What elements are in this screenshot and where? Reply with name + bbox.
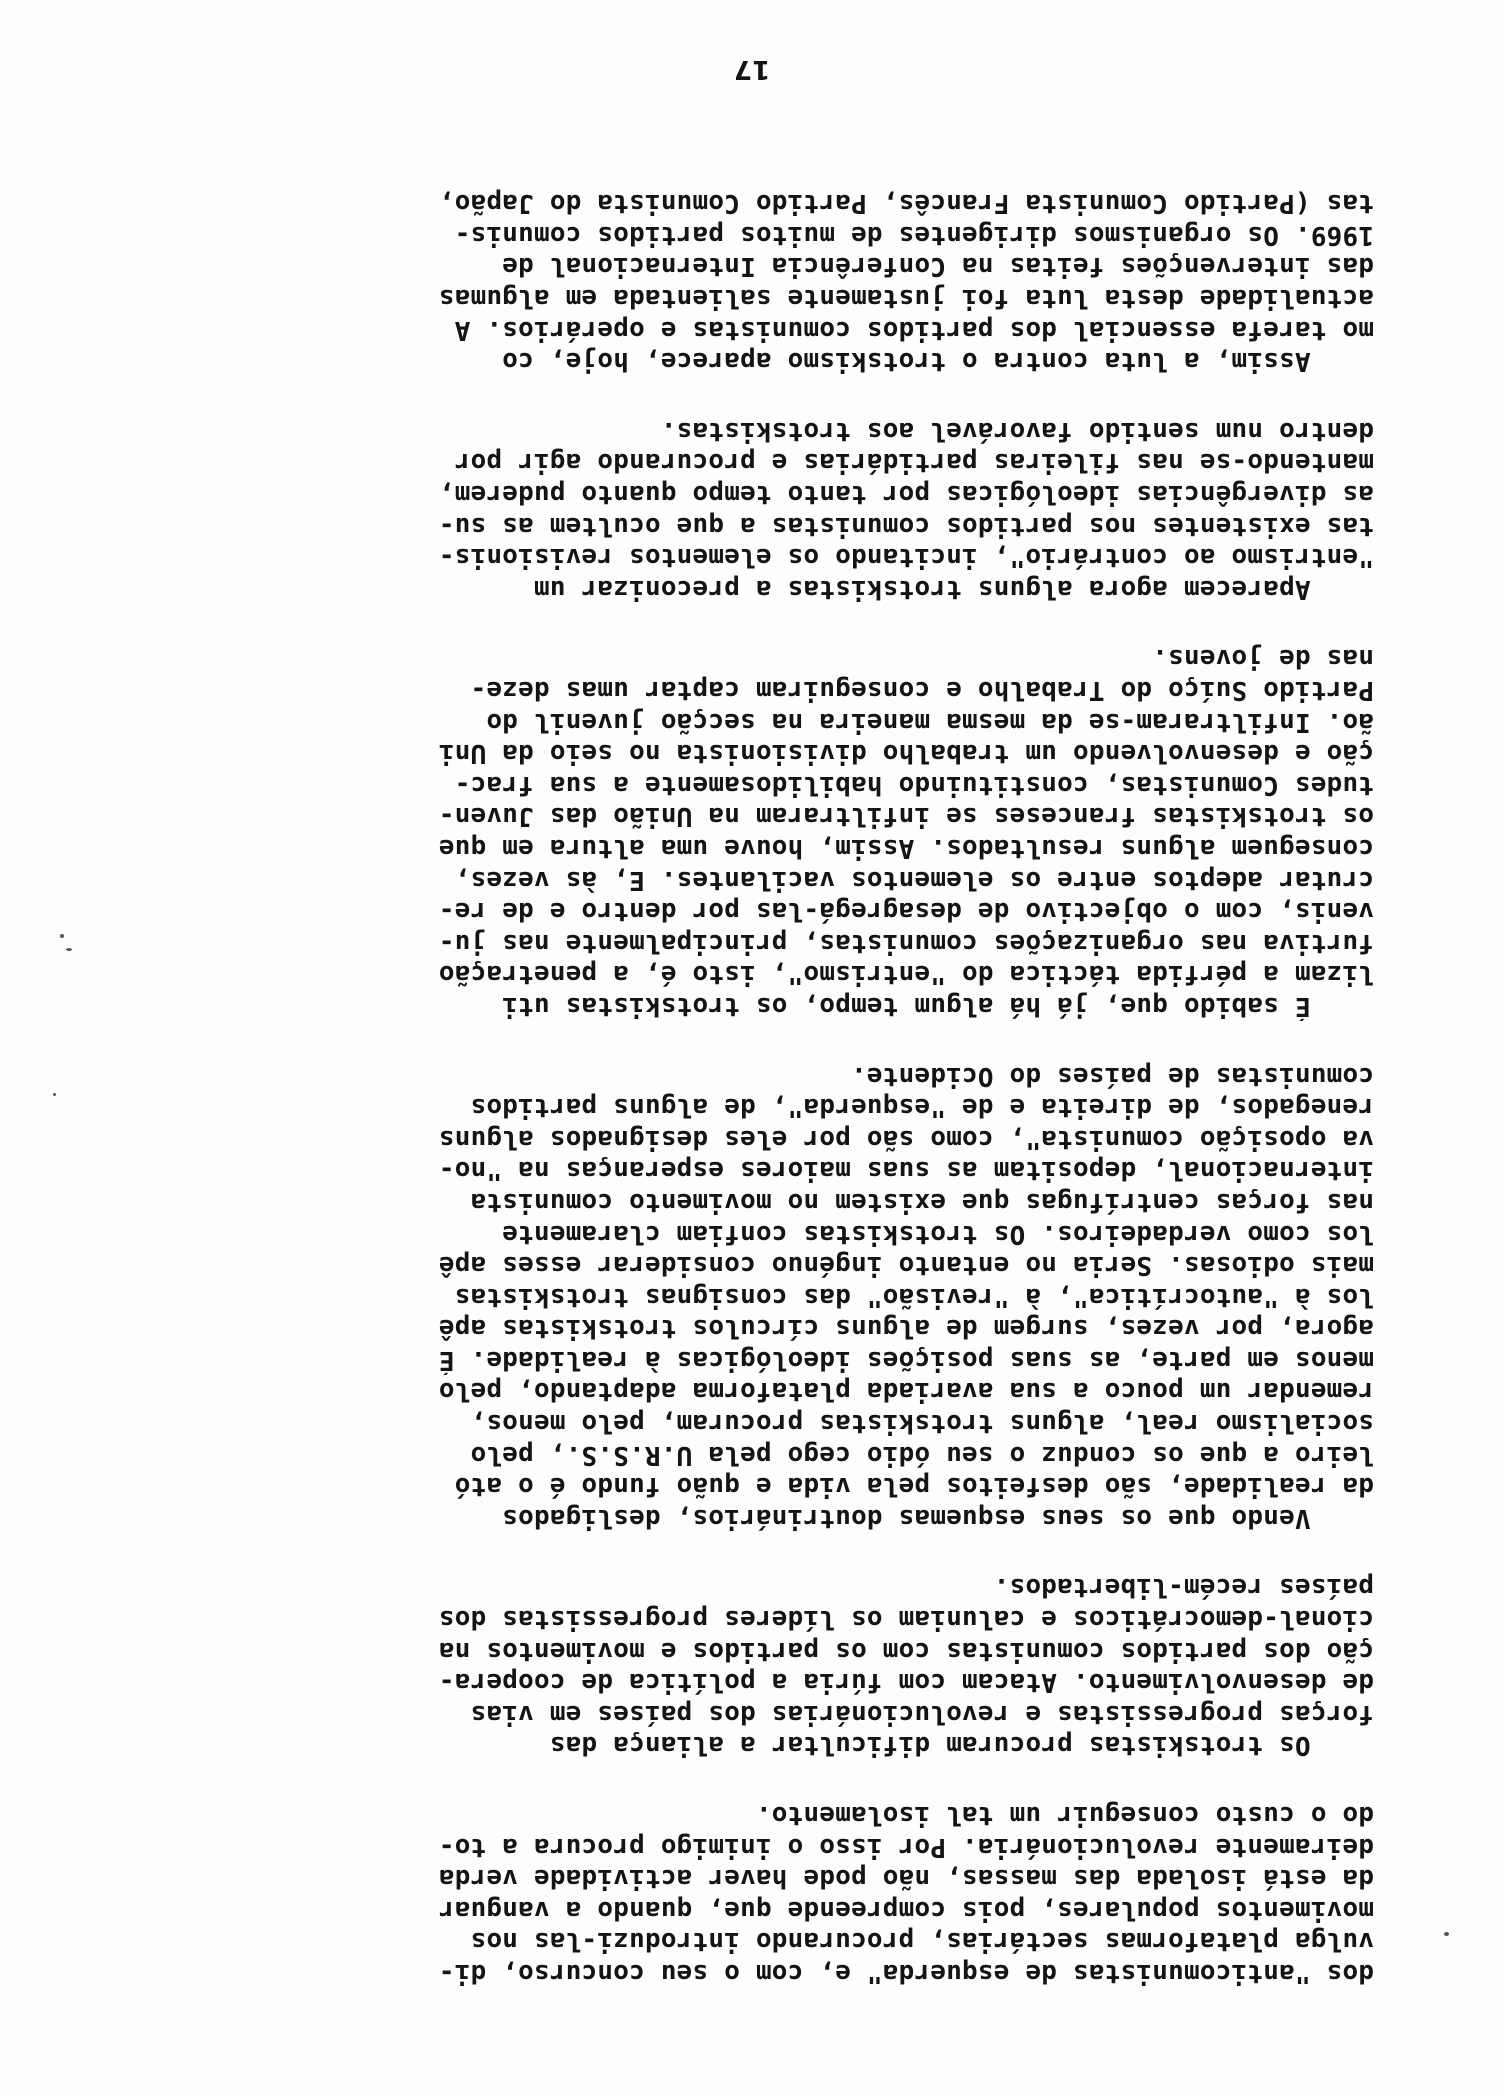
text-line: venis, com o objectivo de desagregá-las por dentro e de re- <box>438 896 1374 927</box>
text-line: los como verdadeiros. Os trotskistas confiam claramente <box>502 1218 1374 1249</box>
text-line: crutar adeptos entre os elementos vacilantes. E, às vezes, <box>454 864 1374 895</box>
scan-speck <box>60 934 64 938</box>
text-line: tudes Comunistas, constituindo habilidosamente a sua frac- <box>454 769 1374 800</box>
text-line: renegados, de direita e de "esquerda", de alguns partidos <box>470 1092 1374 1123</box>
text-line: los à "autocrítica", à "revisão" das consignas trotskistas <box>454 1281 1374 1312</box>
text-line: vulga plataformas sectárias, procurando introduzi-las nos <box>470 1926 1374 1957</box>
text-line: mais odiosas. Seria no entanto ingénuo considerar esses apê <box>438 1250 1374 1281</box>
text-line: movimentos populares, pois compreende que, quando a vanguar <box>438 1894 1374 1925</box>
scan-speck <box>53 1093 56 1096</box>
paragraph <box>116 1571 1374 1761</box>
paragraph <box>116 642 1374 1021</box>
text-line: Vendo que os seus esquemas doutrinários, desligados <box>502 1502 1374 1533</box>
paragraph <box>116 187 1374 377</box>
text-line: as divergências ideológicas por tanto tempo quanto puderem, <box>438 479 1374 510</box>
paragraph <box>116 1059 1374 1533</box>
text-line: mo tarefa essencial dos partidos comunistas e operários. A <box>454 314 1374 345</box>
text-line: Os trotskistas procuram dificultar a aliança das <box>549 1730 1374 1761</box>
text-line: ção e desenvolvendo um trabalho divisionista no seio da Uni <box>438 738 1374 769</box>
paragraph <box>116 1798 1374 1988</box>
text-line: ão. Infiltraram-se da mesma maneira na secção juvenil do <box>486 706 1374 737</box>
page-number: 17 <box>733 54 771 84</box>
text-line: 1969. Os organismos dirigentes de muitos partidos comunis- <box>454 219 1374 250</box>
text-line: da está isolada das massas, não pode haver actividade verda <box>438 1863 1374 1894</box>
text-line: socialismo real, alguns trotskistas procuram, pelo menos, <box>470 1408 1374 1439</box>
paragraph-gap <box>116 1021 1374 1059</box>
text-line: menos em parte, as suas posições ideológicas à realidade. É <box>438 1344 1374 1375</box>
text-line: deiramente revolucionária. Por isso o inimigo procura a to- <box>438 1831 1374 1862</box>
text-line: va oposição comunista", como são por eles designados alguns <box>438 1123 1374 1154</box>
paragraph-gap <box>116 1533 1374 1571</box>
text-line: os trotskistas franceses se infiltraram na União das Juven- <box>438 801 1374 832</box>
text-line: leiro a que os conduz o seu ódio cego pela U.R.S.S., pelo <box>470 1439 1374 1470</box>
scan-speck <box>1444 1932 1449 1936</box>
paragraph <box>116 414 1374 604</box>
text-line: É sabido que, já há algum tempo, os trotskistas uti <box>502 990 1374 1021</box>
text-line: ção dos partidos comunistas com os partidos e movimentos na <box>438 1635 1374 1666</box>
text-line: comunistas de países do Ocidente. <box>850 1060 1374 1091</box>
text-line: Aparecem agora alguns trotskistas a preconizar um <box>533 573 1374 604</box>
text-line: cional-democráticos e caluniam os líderes progressistas dos <box>438 1604 1374 1635</box>
paragraph-gap <box>116 1760 1374 1798</box>
text-line: nas forças centrífugas que existem no movimento comunista <box>470 1186 1374 1217</box>
text-line: "entrismo ao contrário", incitando os elementos revisionis- <box>438 542 1374 573</box>
text-line: de desenvolvimento. Atacam com fúria a política de coopera- <box>438 1667 1374 1698</box>
text-line: dentro num sentido favorável aos trotskistas. <box>660 415 1374 446</box>
text-line: nas de jovens. <box>1152 643 1374 674</box>
scan-speck <box>66 948 72 951</box>
text-line: da realidade, são desfeitos pela vida e quão fundo é o ató <box>454 1471 1374 1502</box>
text-line: dos "anticomunistas de esquerda" e, com o seu concurso, di- <box>438 1958 1374 1988</box>
text-line: tas (Partido Comunista Francês, Partido Comunista do Japão, <box>438 188 1374 219</box>
paragraph-gap <box>116 376 1374 414</box>
text-line: tas existentes nos partidos comunistas a que ocultem as su- <box>438 510 1374 541</box>
text-line: internacional, depositam as suas maiores esperanças na "no- <box>438 1155 1374 1186</box>
text-line: lizam a pérfida táctica do "entrismo", isto é, a penetração <box>438 959 1374 990</box>
text-line: conseguem alguns resultados. Assim, houve uma altura em que <box>438 833 1374 863</box>
text-line: actualidade desta luta foi justamente salientada em algumas <box>438 283 1374 314</box>
text-line: furtiva nas organizações comunistas, principalmente nas ju- <box>438 927 1374 958</box>
text-line: mantendo-se nas fileiras partidárias e procurando agir por <box>454 447 1374 478</box>
text-line: das intervenções feitas na Conferência Internacional de <box>502 251 1374 282</box>
text-line: países recém-libertados. <box>993 1572 1374 1603</box>
paragraph-gap <box>116 604 1374 642</box>
body-text <box>116 187 1374 1988</box>
text-line: agora, por vezes, surgem de alguns círculos trotskistas apê <box>438 1313 1374 1344</box>
text-line: forças progressistas e revolucionárias dos países em vias <box>470 1698 1374 1729</box>
text-line: remendar um pouco a sua avariada plataforma adaptando, pelo <box>438 1376 1374 1407</box>
text-line: do o custo conseguir um tal isolamento. <box>755 1800 1374 1831</box>
text-line: Partido Suíço do Trabalho e conseguiram captar umas deze- <box>470 675 1374 706</box>
text-line: Assim, a luta contra o trotskismo aparece, hoje, co <box>502 346 1374 377</box>
